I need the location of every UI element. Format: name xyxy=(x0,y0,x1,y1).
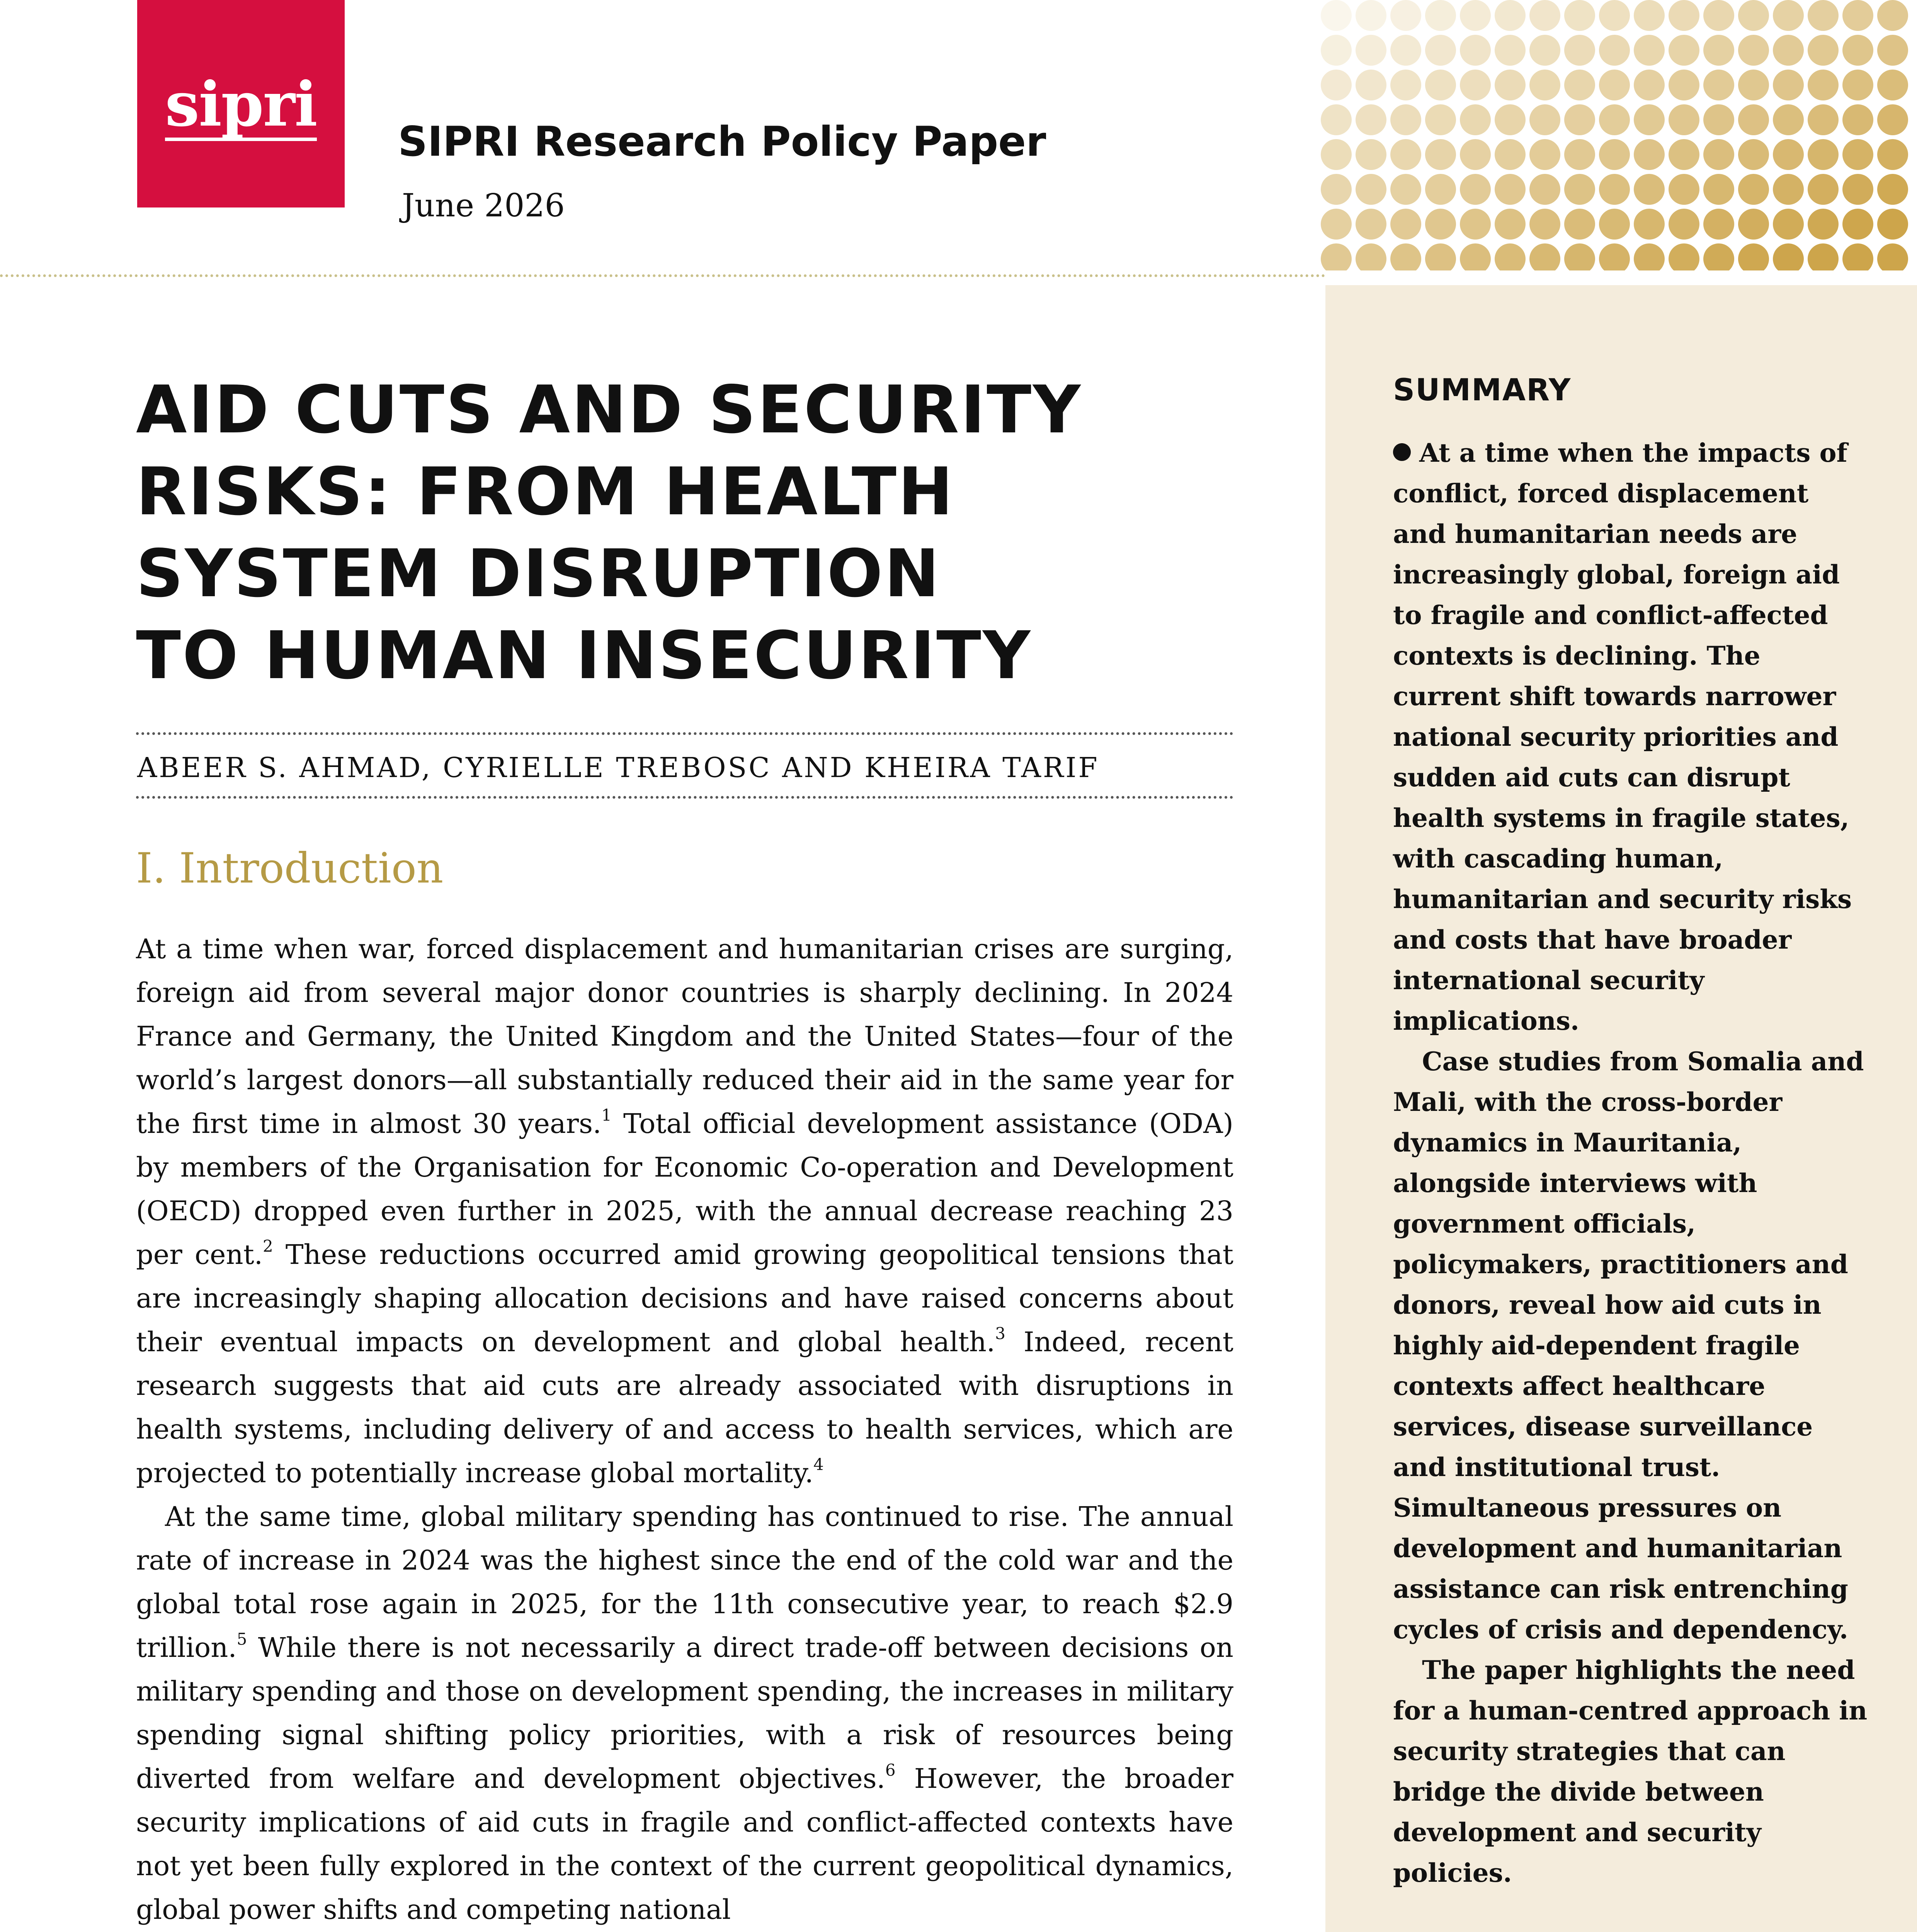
decorative-dot xyxy=(1634,0,1665,31)
body-paragraph: At a time when war, forced displacement and humanitarian crises are surging, foreign aid from several major donor countries is sharply declining. In 2024 France and Germany, the United Kingdom and the United States—four of the world’s largest donors—all substantially reduced their aid in the same year for the first time in almost 30 years.$^1$ Total official development assistance (ODA) by members of the Organisation for Economic Co-operation and Development (OECD) dropped even further in 2025, with the annual decrease reaching 23 per cent.$^2$ These reductions occurred amid growing geopolitical tensions that are increasingly shaping allocation decisions and have raised concerns about their eventual impacts on development and global health.$^3$ Indeed, recent research suggests that aid cuts are already associated with disruptions in health systems, including delivery of and access to health services, which are projected to potentially increase global mortality.$^4$ xyxy=(136,933,1233,1489)
decorative-dot xyxy=(1529,35,1560,66)
series-title: SIPRI Research Policy Paper xyxy=(398,118,1046,165)
decorative-dot xyxy=(1599,70,1630,100)
authors-rule-top xyxy=(136,732,1233,735)
decorative-dot xyxy=(1773,209,1804,240)
decorative-dot xyxy=(1321,0,1352,31)
decorative-dot xyxy=(1842,174,1873,205)
decorative-dot xyxy=(1460,209,1491,240)
sipri-logo xyxy=(137,0,345,207)
decorative-dot xyxy=(1425,104,1456,135)
decorative-dot xyxy=(1669,104,1699,135)
decorative-dot xyxy=(1808,243,1839,270)
decorative-dot xyxy=(1808,0,1839,31)
authors-rule-bottom xyxy=(136,796,1233,799)
decorative-dot xyxy=(1877,0,1908,31)
decorative-dot xyxy=(1321,209,1352,240)
decorative-dot xyxy=(1808,139,1839,170)
decorative-dot xyxy=(1669,174,1699,205)
title-line: RISKS: FROM HEALTH xyxy=(136,454,955,530)
decorative-dot xyxy=(1460,35,1491,66)
body-paragraph: At the same time, global military spending has continued to rise. The annual rate of increase in 2024 was the highest since the end of the cold war and the global total rose again in 2025, for the 11th consecutive year, to reach $2.9 trillion.$^5$ While there is not necessarily a direct trade-off between decisions on military spending and those on development spending, the increases in military spending signal shifting policy priorities, with a risk of resources being diverted from welfare and development objectives.$^6$ However, the broader security implications of aid cuts in fragile and conflict-affected contexts have not yet been fully explored in the context of the current geopolitical dynamics, global power shifts and competing national xyxy=(136,1501,1233,1925)
decorative-dot xyxy=(1460,139,1491,170)
decorative-dot xyxy=(1495,70,1526,100)
footnote-ref[interactable]: 4 xyxy=(813,1455,824,1474)
decorative-dot xyxy=(1529,104,1560,135)
decorative-dot xyxy=(1808,104,1839,135)
decorative-dot xyxy=(1773,70,1804,100)
decorative-dot xyxy=(1529,70,1560,100)
decorative-dot xyxy=(1529,209,1560,240)
decorative-dot xyxy=(1356,174,1386,205)
decorative-dot xyxy=(1529,0,1560,31)
decorative-dot xyxy=(1356,209,1386,240)
decorative-dot xyxy=(1425,139,1456,170)
decorative-dot xyxy=(1703,243,1734,270)
decorative-dot xyxy=(1634,70,1665,100)
decorative-dot xyxy=(1599,174,1630,205)
decorative-dot xyxy=(1877,104,1908,135)
decorative-dot xyxy=(1599,35,1630,66)
decorative-dot xyxy=(1669,139,1699,170)
decorative-dot xyxy=(1390,243,1421,270)
decorative-dot xyxy=(1460,70,1491,100)
section-heading: I. Introduction xyxy=(136,844,444,893)
decorative-dot xyxy=(1669,0,1699,31)
title-line: TO HUMAN INSECURITY xyxy=(136,617,1032,694)
decorative-dot xyxy=(1425,209,1456,240)
decorative-dot xyxy=(1808,35,1839,66)
decorative-dot xyxy=(1529,243,1560,270)
decorative-dot xyxy=(1703,0,1734,31)
footnote-ref[interactable]: 5 xyxy=(236,1629,247,1649)
publication-date: June 2026 xyxy=(402,187,565,224)
footnote-ref[interactable]: 6 xyxy=(885,1760,896,1780)
decorative-dot xyxy=(1634,35,1665,66)
decorative-dot xyxy=(1703,174,1734,205)
decorative-dot xyxy=(1564,104,1595,135)
logo-wordmark: sipri xyxy=(165,69,317,140)
decorative-dot-pattern xyxy=(1318,0,1917,270)
decorative-dot xyxy=(1356,243,1386,270)
decorative-dot xyxy=(1390,139,1421,170)
title-line: AID CUTS AND SECURITY xyxy=(136,372,1082,448)
decorative-dot xyxy=(1529,139,1560,170)
decorative-dot xyxy=(1564,35,1595,66)
body-text xyxy=(136,927,1233,1932)
decorative-dot xyxy=(1738,35,1769,66)
decorative-dot xyxy=(1773,35,1804,66)
decorative-dot xyxy=(1599,243,1630,270)
summary-paragraph: The paper highlights the need for a human-centred approach in security strategies that can bridge the divide between development and security policies. xyxy=(1393,1655,1868,1888)
decorative-dot xyxy=(1356,35,1386,66)
summary-title: SUMMARY xyxy=(1393,373,1572,408)
decorative-dot xyxy=(1460,104,1491,135)
summary-paragraph: At a time when the impacts of conflict, forced displacement and humanitarian needs are increasingly global, foreign aid to fragile and conflict-affected contexts is declining. The current shift towards narrower national security priorities and sudden aid cuts can disrupt health systems in fragile states, with cascading human, humanitarian and security risks and costs that have broader international security implications. xyxy=(1393,438,1852,1036)
decorative-dot xyxy=(1703,209,1734,240)
decorative-dot xyxy=(1842,70,1873,100)
paper-title xyxy=(136,369,1257,697)
decorative-dot xyxy=(1703,35,1734,66)
decorative-dot xyxy=(1808,209,1839,240)
decorative-dot xyxy=(1564,243,1595,270)
decorative-dot xyxy=(1773,0,1804,31)
decorative-dot xyxy=(1808,174,1839,205)
decorative-dot xyxy=(1669,209,1699,240)
decorative-dot xyxy=(1390,70,1421,100)
decorative-dot xyxy=(1842,139,1873,170)
decorative-dot xyxy=(1495,0,1526,31)
decorative-dot xyxy=(1842,35,1873,66)
decorative-dot xyxy=(1738,243,1769,270)
decorative-dot xyxy=(1460,243,1491,270)
decorative-dot xyxy=(1773,104,1804,135)
decorative-dot xyxy=(1564,0,1595,31)
decorative-dot xyxy=(1356,0,1386,31)
decorative-dot xyxy=(1877,139,1908,170)
decorative-dot xyxy=(1460,0,1491,31)
decorative-dot xyxy=(1495,174,1526,205)
decorative-dot xyxy=(1425,70,1456,100)
decorative-dot xyxy=(1356,70,1386,100)
bullet-icon xyxy=(1393,443,1411,461)
decorative-dot xyxy=(1669,35,1699,66)
decorative-dot xyxy=(1773,243,1804,270)
decorative-dot xyxy=(1877,35,1908,66)
decorative-dot xyxy=(1564,70,1595,100)
decorative-dot xyxy=(1703,70,1734,100)
decorative-dot xyxy=(1495,35,1526,66)
decorative-dot xyxy=(1877,70,1908,100)
decorative-dot xyxy=(1425,243,1456,270)
decorative-dot xyxy=(1425,174,1456,205)
decorative-dot xyxy=(1773,139,1804,170)
decorative-dot xyxy=(1669,70,1699,100)
decorative-dot xyxy=(1495,243,1526,270)
decorative-dot xyxy=(1495,139,1526,170)
decorative-dot xyxy=(1390,104,1421,135)
decorative-dot xyxy=(1842,0,1873,31)
decorative-dot xyxy=(1356,104,1386,135)
decorative-dot xyxy=(1321,35,1352,66)
decorative-dot xyxy=(1634,104,1665,135)
decorative-dot xyxy=(1599,104,1630,135)
decorative-dot xyxy=(1321,243,1352,270)
decorative-dot xyxy=(1842,104,1873,135)
decorative-dot xyxy=(1390,174,1421,205)
header-divider xyxy=(0,274,1325,277)
decorative-dot xyxy=(1738,209,1769,240)
decorative-dot xyxy=(1634,174,1665,205)
footnote-ref[interactable]: 3 xyxy=(995,1324,1005,1343)
decorative-dot xyxy=(1564,139,1595,170)
decorative-dot xyxy=(1425,0,1456,31)
decorative-dot xyxy=(1738,174,1769,205)
authors: ABEER S. AHMAD, CYRIELLE TREBOSC AND KHEIRA TARIF xyxy=(137,752,1099,784)
decorative-dot xyxy=(1634,209,1665,240)
decorative-dot xyxy=(1738,104,1769,135)
decorative-dot xyxy=(1390,35,1421,66)
decorative-dot xyxy=(1634,243,1665,270)
summary-paragraph: Case studies from Somalia and Mali, with the cross-border dynamics in Mauritania, alongside interviews with government officials, policymakers, practitioners and donors, reveal how aid cuts in highly aid-dependent fragile contexts affect healthcare services, disease surveillance and institutional trust. Simultaneous pressures on development and humanitarian assistance can risk entrenching cycles of crisis and dependency. xyxy=(1393,1046,1864,1645)
decorative-dot xyxy=(1599,0,1630,31)
decorative-dot xyxy=(1599,139,1630,170)
decorative-dot xyxy=(1842,243,1873,270)
decorative-dot xyxy=(1460,174,1491,205)
decorative-dot xyxy=(1634,139,1665,170)
decorative-dot xyxy=(1564,209,1595,240)
decorative-dot xyxy=(1738,0,1769,31)
decorative-dot xyxy=(1495,209,1526,240)
decorative-dot xyxy=(1425,35,1456,66)
decorative-dot xyxy=(1703,104,1734,135)
decorative-dot xyxy=(1529,174,1560,205)
decorative-dot xyxy=(1390,0,1421,31)
decorative-dot xyxy=(1321,139,1352,170)
decorative-dot xyxy=(1703,139,1734,170)
decorative-dot xyxy=(1877,243,1908,270)
decorative-dot xyxy=(1356,139,1386,170)
decorative-dot xyxy=(1738,139,1769,170)
decorative-dot xyxy=(1495,104,1526,135)
decorative-dot xyxy=(1842,209,1873,240)
decorative-dot xyxy=(1877,209,1908,240)
decorative-dot xyxy=(1669,243,1699,270)
footnote-ref[interactable]: 1 xyxy=(601,1105,612,1125)
decorative-dot xyxy=(1321,104,1352,135)
decorative-dot xyxy=(1564,174,1595,205)
title-line: SYSTEM DISRUPTION xyxy=(136,536,941,612)
decorative-dot xyxy=(1808,70,1839,100)
decorative-dot xyxy=(1390,209,1421,240)
footnote-ref[interactable]: 2 xyxy=(262,1236,273,1256)
decorative-dot xyxy=(1738,70,1769,100)
summary-body xyxy=(1393,433,1868,1893)
decorative-dot xyxy=(1321,174,1352,205)
decorative-dot xyxy=(1321,70,1352,100)
decorative-dot xyxy=(1877,174,1908,205)
decorative-dot xyxy=(1773,174,1804,205)
decorative-dot xyxy=(1599,209,1630,240)
